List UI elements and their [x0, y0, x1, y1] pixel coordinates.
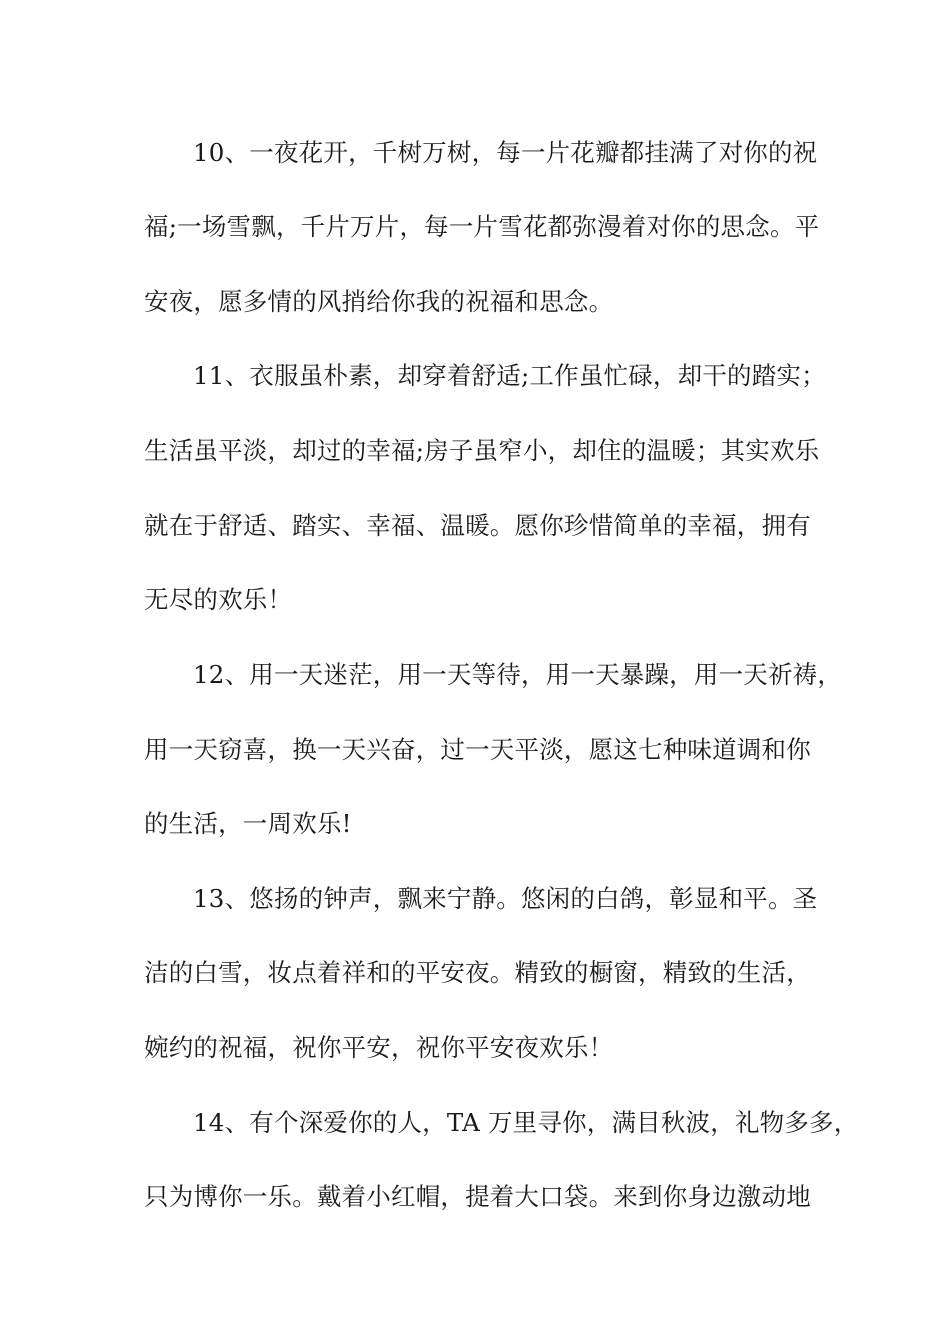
paragraph-13-line-3: 婉约的祝福，祝你平安，祝你平安夜欢乐！	[144, 1033, 614, 1062]
paragraph-10-line-2: 福;一场雪飘，千片万片，每一片雪花都弥漫着对你的思念。平	[144, 212, 820, 241]
paragraph-13-line-2: 洁的白雪，妆点着祥和的平安夜。精致的橱窗，精致的生活，	[144, 958, 811, 987]
paragraph-14-line-2: 只为博你一乐。戴着小红帽，提着大口袋。来到你身边激动地	[144, 1182, 811, 1211]
paragraph-10-line-3: 安夜，愿多情的风捎给你我的祝福和思念。	[144, 287, 614, 316]
paragraph-13-line-1: 13、悠扬的钟声，飘来宁静。悠闲的白鸽，彰显和平。圣	[193, 884, 818, 913]
paragraph-11-line-1: 11、衣服虽朴素，却穿着舒适;工作虽忙碌，却干的踏实；	[193, 361, 826, 390]
paragraph-11-line-3: 就在于舒适、踏实、幸福、温暖。愿你珍惜简单的幸福，拥有	[144, 511, 811, 540]
paragraph-11-line-2: 生活虽平淡，却过的幸福;房子虽窄小，却住的温暖；其实欢乐	[144, 436, 820, 465]
paragraph-10-line-1: 10、一夜花开，千树万树，每一片花瓣都挂满了对你的祝	[193, 138, 818, 167]
paragraph-12-line-3: 的生活，一周欢乐!	[144, 809, 352, 838]
paragraph-12-line-1: 12、用一天迷茫，用一天等待，用一天暴躁，用一天祈祷，	[193, 660, 843, 689]
paragraph-12-line-2: 用一天窃喜，换一天兴奋，过一天平淡，愿这七种味道调和你	[144, 735, 811, 764]
paragraph-14-line-1: 14、有个深爱你的人，TA 万里寻你，满目秋波，礼物多多，	[193, 1108, 859, 1137]
paragraph-11-line-4: 无尽的欢乐！	[144, 585, 293, 614]
